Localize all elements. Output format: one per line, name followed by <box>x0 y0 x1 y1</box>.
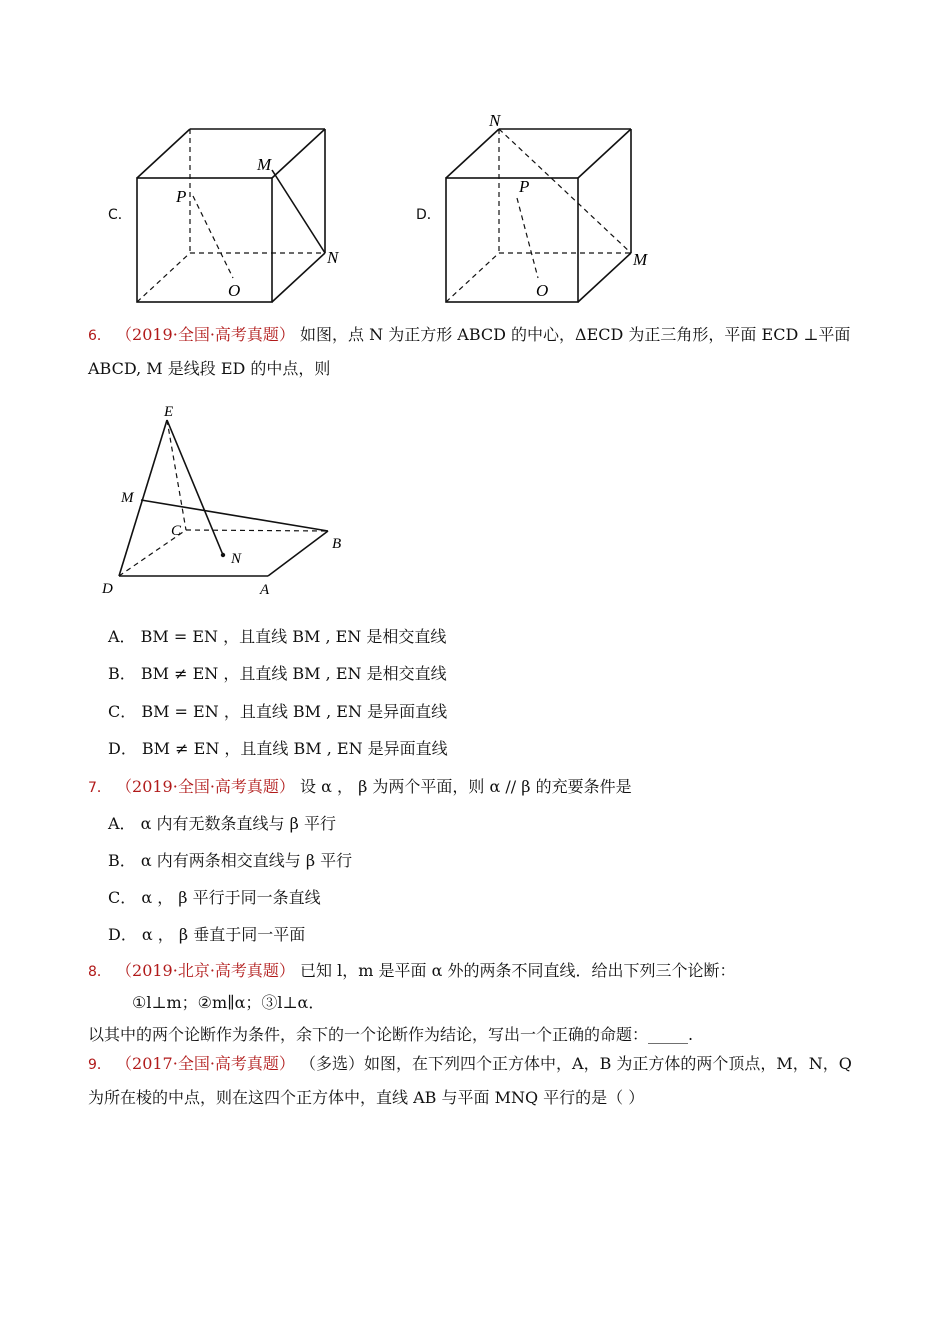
point-b-label: B <box>332 536 342 552</box>
point-m-label: M <box>257 155 272 174</box>
cube-figure-d <box>435 110 665 308</box>
point-m-label: M <box>633 250 648 269</box>
question-source: （2019·全国·高考真题） <box>116 325 295 344</box>
question-text-continued: ABCD, M 是线段 ED 的中点，则 <box>88 359 331 378</box>
point-n-label: N <box>327 248 339 267</box>
question-number: 7． <box>88 780 111 796</box>
q6-option-a[interactable]: A． BM = EN ，且直线 BM , EN 是相交直线 <box>108 627 447 646</box>
option-d-label: D． <box>416 207 441 223</box>
q6-option-d[interactable]: D． BM ≠ EN ，且直线 BM , EN 是异面直线 <box>108 739 448 758</box>
point-n-label: N <box>231 551 242 567</box>
point-c-label: C <box>171 523 182 539</box>
point-o-label: O <box>228 281 241 300</box>
question-text: 如图，点 N 为正方形 ABCD 的中心，ΔECD 为正三角形，平面 ECD ⊥平面 <box>300 325 851 344</box>
point-e-label: E <box>164 404 174 420</box>
question-text-continued: 为所在棱的中点，则在这四个正方体中，直线 AB 与平面 MNQ 平行的是（ ） <box>88 1088 645 1107</box>
point-n-label: N <box>489 111 501 130</box>
question-number: 9． <box>88 1057 111 1073</box>
question-text: 设 α ， β 为两个平面，则 α // β 的充要条件是 <box>300 777 632 796</box>
q7-option-a[interactable]: A． α 内有无数条直线与 β 平行 <box>108 814 336 833</box>
point-o-label: O <box>536 281 549 300</box>
question-8 <box>88 958 888 1048</box>
question-ask: 以其中的两个论断作为条件，余下的一个论断作为结论，写出一个正确的命题：_____. <box>88 1025 694 1044</box>
question-number: 6． <box>88 328 111 344</box>
point-p-label: P <box>176 187 187 206</box>
question-9 <box>88 1051 888 1111</box>
q7-option-c[interactable]: C． α ， β 平行于同一条直线 <box>108 888 321 907</box>
question-source: （2017·全国·高考真题） <box>116 1054 295 1073</box>
point-d-label: D <box>102 581 113 597</box>
q7-option-b[interactable]: B． α 内有两条相交直线与 β 平行 <box>108 851 353 870</box>
cube-figure-c <box>125 118 360 308</box>
question-conditions: ①l⊥m；②m∥α；③l⊥α． <box>132 993 325 1012</box>
point-m-label: M <box>121 490 134 506</box>
q6-option-b[interactable]: B． BM ≠ EN ，且直线 BM , EN 是相交直线 <box>108 664 447 683</box>
q6-figure <box>95 398 360 603</box>
question-text: （多选）如图，在下列四个正方体中，A，B 为正方体的两个顶点，M，N，Q <box>300 1054 852 1073</box>
question-6 <box>88 322 888 382</box>
question-7 <box>88 774 888 800</box>
question-number: 8． <box>88 964 111 980</box>
q7-option-d[interactable]: D． α ， β 垂直于同一平面 <box>108 925 306 944</box>
question-source: （2019·北京·高考真题） <box>116 961 295 980</box>
question-source: （2019·全国·高考真题） <box>116 777 295 796</box>
option-c-label: C． <box>108 207 132 223</box>
q6-option-c[interactable]: C． BM = EN ，且直线 BM , EN 是异面直线 <box>108 702 448 721</box>
point-p-label: P <box>519 177 530 196</box>
question-text: 已知 l，m 是平面 α 外的两条不同直线．给出下列三个论断： <box>300 961 736 980</box>
point-a-label: A <box>260 582 270 598</box>
